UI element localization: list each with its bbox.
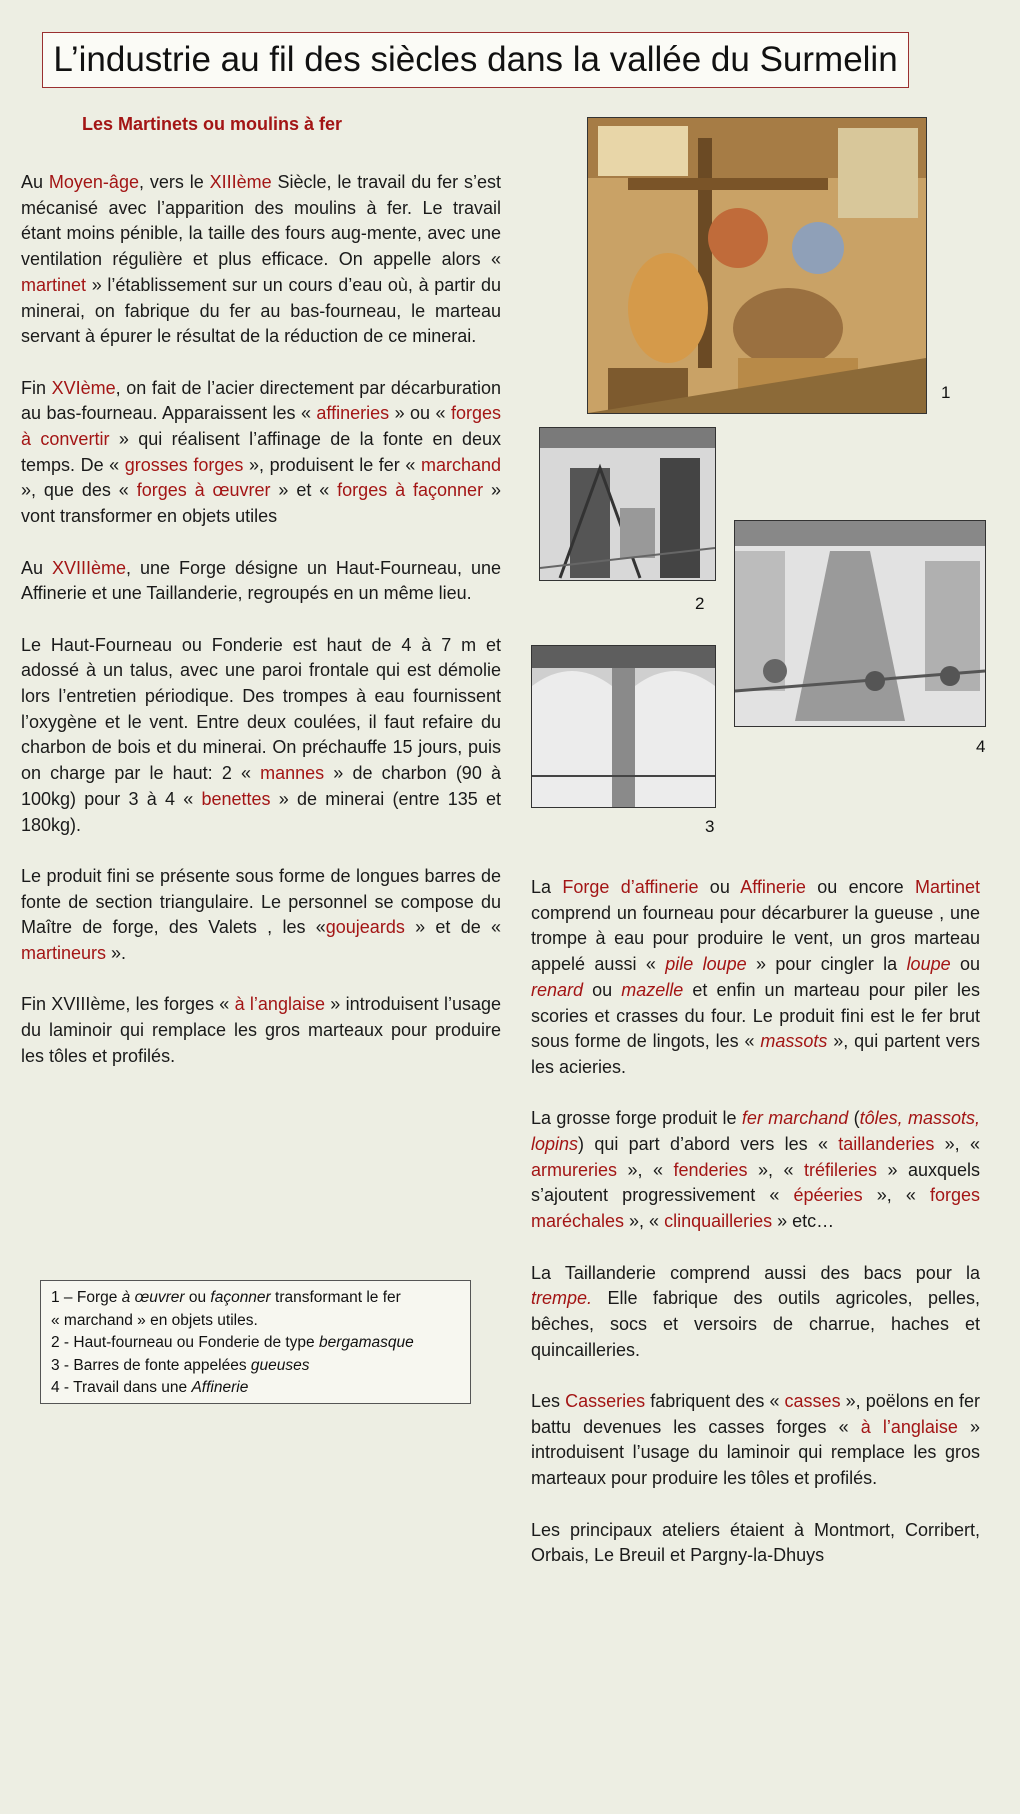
text-run: Au xyxy=(21,557,52,578)
text-run: », poëlons en fer battu devenues les casses forges « xyxy=(531,1391,980,1437)
text-run: », produisent le fer « xyxy=(243,454,421,475)
text-run: à œuvrer xyxy=(121,1289,185,1306)
text-run: La grosse forge produit le xyxy=(531,1108,742,1129)
text-run: », « xyxy=(862,1185,930,1206)
text-run: clinquailleries xyxy=(664,1211,773,1232)
text-run: ) qui part d’abord vers les « xyxy=(578,1134,839,1155)
text-run: armureries xyxy=(531,1159,618,1180)
text-run: transformant le fer xyxy=(270,1289,401,1306)
text-run: 1 – Forge xyxy=(51,1289,122,1306)
text-run: martinet xyxy=(21,274,87,295)
text-run: « marchand » en objets utiles. xyxy=(51,1311,258,1329)
text-run: », « xyxy=(747,1159,804,1180)
text-run: , vers le xyxy=(138,172,210,192)
text-run: » pour cingler la xyxy=(746,954,907,975)
figure-number-3: 3 xyxy=(705,817,715,836)
text-run: marchand xyxy=(420,454,501,475)
affinerie-illustration xyxy=(734,520,986,727)
text-run: La xyxy=(531,877,563,897)
text-run: et enfin un marteau pour piler les scories et crasses du four. Le produit fini est le fer brut sous forme de lingots, les « xyxy=(531,979,981,1052)
text-run: pile loupe xyxy=(665,954,747,975)
text-run: façonner xyxy=(210,1289,271,1306)
text-run: ( xyxy=(848,1108,860,1129)
right-column-text xyxy=(531,875,980,1595)
text-run: XIIIème xyxy=(209,172,272,192)
text-run: mannes xyxy=(260,763,325,784)
text-run: loupe xyxy=(906,954,951,975)
text-run: Le produit fini se présente sous forme de longues barres de fonte de section triangulaire. Le personnel se compose du Maître de forge, des Valets , les « xyxy=(21,865,501,938)
text-run: ou xyxy=(583,979,622,1000)
text-run: » de charbon (90 à 100kg) pour 3 à 4 « xyxy=(21,763,501,809)
text-run: casses xyxy=(784,1391,841,1412)
text-run: Fin xyxy=(21,377,52,398)
text-run: Les xyxy=(531,1391,566,1412)
paragraph xyxy=(21,170,501,350)
text-run: Martinet xyxy=(915,877,981,897)
text-run: trempe. xyxy=(531,1288,593,1309)
figure-number-4: 4 xyxy=(976,737,986,756)
paragraph xyxy=(21,864,501,967)
paragraph xyxy=(531,1518,980,1569)
text-run: », qui partent vers les acieries. xyxy=(531,1031,980,1077)
text-run: ou xyxy=(184,1289,211,1306)
text-run: », que des « xyxy=(21,480,137,501)
paragraph xyxy=(531,1389,980,1492)
paragraph xyxy=(531,1261,980,1364)
text-run: » qui réalisent l’affinage de la fonte en deux temps. De « xyxy=(21,429,501,475)
text-run: mazelle xyxy=(621,979,684,1000)
figure-number-1: 1 xyxy=(941,383,951,402)
text-run: fenderies xyxy=(673,1159,748,1180)
text-run: épéeries xyxy=(793,1185,863,1206)
text-run: ou xyxy=(950,954,981,975)
text-run: » ou « xyxy=(389,403,451,424)
paragraph xyxy=(531,1106,980,1235)
text-run: » et « xyxy=(270,480,338,501)
text-run: Forge d’affinerie xyxy=(562,877,699,897)
text-run: » auxquels s’ajoutent progressivement « xyxy=(531,1159,980,1206)
text-run: Affinerie xyxy=(191,1379,249,1396)
text-run: La Taillanderie comprend aussi des bacs pour la xyxy=(531,1262,980,1283)
text-run: grosses forges xyxy=(124,454,244,475)
figure-number-2: 2 xyxy=(695,594,705,613)
text-run: comprend un fourneau pour décarburer la gueuse , une trompe à eau pour produire le vent, un gros marteau appelé aussi « xyxy=(531,902,980,975)
text-run: » et de « xyxy=(404,917,502,938)
text-run: massots xyxy=(760,1031,828,1052)
text-run: 4 - Travail dans une xyxy=(51,1379,192,1396)
text-run: fer marchand xyxy=(741,1108,849,1129)
paragraph xyxy=(21,376,501,530)
caption-line xyxy=(51,1355,460,1378)
text-run: », « xyxy=(617,1159,674,1180)
text-run: Affinerie xyxy=(740,877,806,897)
text-run: gueuses xyxy=(250,1356,310,1374)
text-run: » vont transformer en objets utiles xyxy=(21,480,501,527)
text-run: Au xyxy=(21,172,49,192)
paragraph xyxy=(531,875,980,1081)
text-run: forges à œuvrer xyxy=(136,480,271,501)
text-run: », « xyxy=(934,1134,980,1155)
text-run: forges maréchales xyxy=(531,1185,981,1232)
text-run: affineries xyxy=(316,403,390,424)
text-run: Casseries xyxy=(565,1391,646,1412)
text-run: Siècle, le travail du fer s’est mécanisé avec l’apparition des moulins à fer. Le travail étant moins pénible, la taille des fours aug-mente, avec une ventilation régulière et plus efficace. On appelle alors « xyxy=(21,172,501,270)
caption-line xyxy=(51,1332,460,1355)
text-run: XVIème xyxy=(51,377,116,398)
text-run: forges à façonner xyxy=(337,480,484,501)
figure-captions xyxy=(40,1280,471,1404)
text-run: , une Forge désigne un Haut-Fourneau, une Affinerie et une Taillanderie, regroupés en un même lieu. xyxy=(21,557,501,604)
section-subtitle: Les Martinets ou moulins à fer xyxy=(82,114,343,134)
paragraph xyxy=(21,992,501,1069)
text-run: à l’anglaise xyxy=(234,994,325,1015)
text-run: » l’établissement sur un cours d’eau où, à partir du minerai, on fabrique du fer au bas-fourneau, le marteau servant à épurer le résultat de la réduction de ce minerai. xyxy=(21,274,501,347)
blast-furnace-illustration xyxy=(539,427,716,581)
text-run: renard xyxy=(531,979,584,1000)
text-run: , on fait de l’acier directement par décarburation au bas-fourneau. Apparaissent les « xyxy=(21,377,501,424)
text-run: » de minerai (entre 135 et 180kg). xyxy=(21,788,501,835)
text-run: Fin XVIIIème, les forges « xyxy=(21,994,235,1015)
text-run: goujeards xyxy=(325,917,405,938)
text-run: fabriquent des « xyxy=(645,1391,785,1412)
text-run: taillanderies xyxy=(838,1134,935,1155)
text-run: ». xyxy=(106,943,127,964)
text-run: benettes xyxy=(201,788,271,809)
text-run: » introduisent l’usage du laminoir qui remplace les gros marteaux pour produire les tôles et profilés. xyxy=(531,1416,980,1489)
caption-line xyxy=(51,1377,460,1400)
text-run: Le Haut-Fourneau ou Fonderie est haut de 4 à 7 m et adossé à un talus, avec une paroi frontale qui est démolie lors l’entretien périodique. Des trompes à eau fournissent l’oxygène et le vent. Entre deux coulées, il faut refaire du charbon de bois et du minerai. On préchauffe 15 jours, puis on charge par le haut: 2 « xyxy=(21,634,501,784)
caption-line xyxy=(51,1310,460,1333)
text-run: » etc… xyxy=(772,1211,835,1232)
text-run: forges à convertir xyxy=(21,403,501,450)
text-run: » introduisent l’usage du laminoir qui remplace les gros marteaux pour produire les tôles et profilés. xyxy=(21,994,502,1066)
paragraph xyxy=(21,556,501,607)
text-run: ou encore xyxy=(805,877,915,897)
caption-line xyxy=(51,1287,460,1310)
cast-iron-bars-illustration xyxy=(531,645,716,808)
text-run: Elle fabrique des outils agricoles, pelles, bêches, socs et versoirs de charrue, haches et quincailleries. xyxy=(531,1288,980,1360)
text-run: à l’anglaise xyxy=(860,1416,958,1437)
forge-workshop-illustration xyxy=(587,117,927,414)
paragraph xyxy=(21,633,501,839)
page-title: L’industrie au fil des siècles dans la vallée du Surmelin xyxy=(53,40,898,79)
text-run: », « xyxy=(624,1211,665,1232)
page-title-box xyxy=(42,32,909,88)
text-run: tôles, massots, lopins xyxy=(531,1108,980,1155)
text-run: tréfileries xyxy=(803,1159,877,1180)
text-run: bergamasque xyxy=(318,1334,414,1351)
left-column-text xyxy=(21,170,501,1095)
text-run: Les principaux ateliers étaient à Montmort, Corribert, Orbais, Le Breuil et Pargny-la-Dhuys xyxy=(531,1519,980,1566)
text-run: 2 - Haut-fourneau ou Fonderie de type xyxy=(51,1334,319,1351)
text-run: XVIIIème xyxy=(51,557,127,578)
text-run: martineurs xyxy=(21,943,107,964)
text-run: 3 - Barres de fonte appelées xyxy=(51,1356,251,1374)
text-run: ou xyxy=(698,877,741,897)
text-run: Moyen-âge xyxy=(48,172,139,192)
